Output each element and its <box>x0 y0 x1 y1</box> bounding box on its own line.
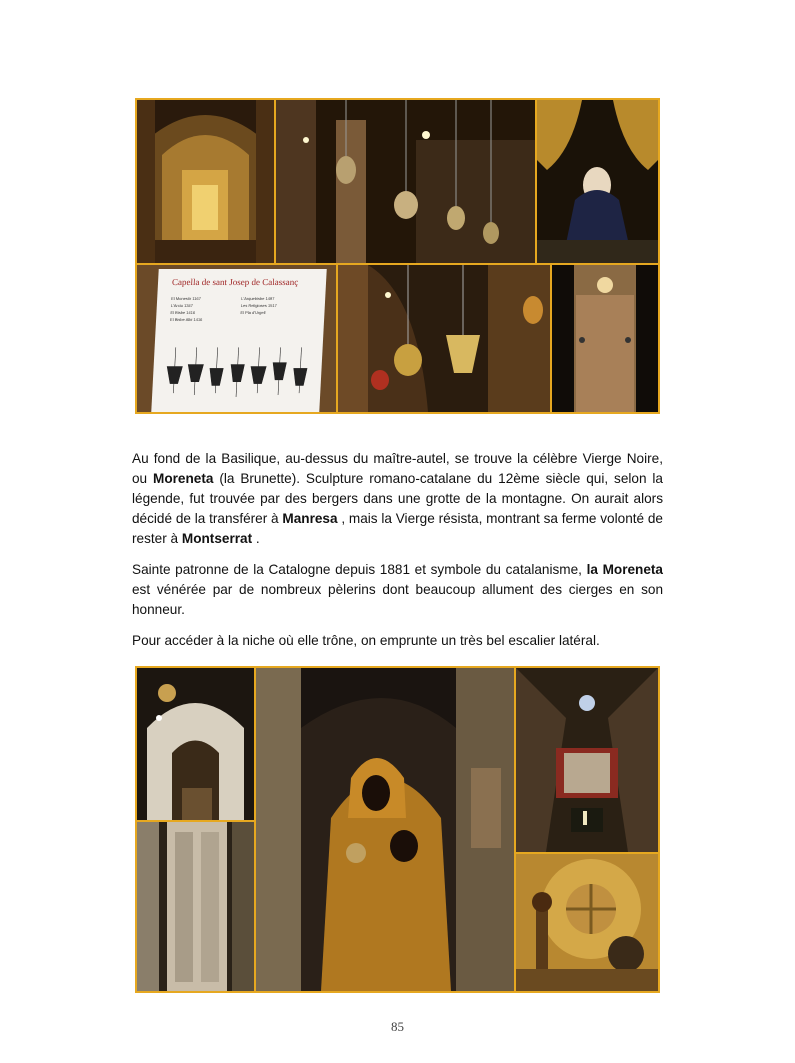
paragraph-text: Au fond de la Basilique, au-dessus du maître-autel, se trouve la célèbre Vierge Noire, ou <box>132 451 663 486</box>
signboard-item: L'Arquebisbe 1497 <box>241 296 275 301</box>
photo-hanging-lamps <box>276 100 535 263</box>
photo-golden-mosaic <box>516 854 658 991</box>
photo-black-madonna <box>256 668 514 991</box>
top-photo-collage <box>135 98 660 414</box>
photo-chapel-signboard <box>137 265 336 412</box>
signboard-item: El Pla d'Urgell <box>240 310 266 315</box>
paragraph-staircase <box>132 631 663 651</box>
photo-angels-statue <box>537 100 658 263</box>
emphasis-montserrat: Montserrat <box>181 531 253 546</box>
emphasis-manresa: Manresa <box>282 511 338 526</box>
signboard-title: Capella de sant Josep de Calassanç <box>171 277 299 287</box>
paragraph-text: Sainte patronne de la Catalogne depuis 1881 et symbole du catalanisme, <box>132 562 587 577</box>
photo-hanging-lamps-2 <box>338 265 550 412</box>
lamp-drawings <box>156 347 319 405</box>
signboard-item: El Bisbe Albi 1416 <box>169 317 203 322</box>
signboard-item: El Bisbe 1416 <box>170 310 196 315</box>
photo-staircase-arch <box>137 668 254 820</box>
signboard-list-right <box>240 295 311 316</box>
paragraph-moreneta-legend <box>132 449 663 549</box>
emphasis-moreneta: Moreneta <box>153 471 214 486</box>
paragraph-text: , mais la Vierge résista, montrant sa ferme volonté de rester à <box>132 511 663 546</box>
paragraph-text: . <box>252 531 260 546</box>
photo-basilica-nave <box>137 100 274 263</box>
paragraph-patron-saint <box>132 560 663 620</box>
signboard-list-left <box>170 295 233 323</box>
photo-carved-pillar <box>137 822 254 991</box>
page-number: 85 <box>391 1019 404 1034</box>
signboard-item: L'Arxiu 1347 <box>170 303 194 308</box>
photo-basilica-interior <box>516 668 658 852</box>
paragraph-text: (la Brunette). Sculpture romano-catalane du 12ème siècle qui, selon la légende, fut trouvée par des bergers dans une grotte de la montagne. On aurait alors décidé de la transférer à <box>132 471 663 526</box>
bottom-photo-collage <box>135 666 660 993</box>
paragraph-text: est vénérée par de nombreux pèlerins dont beaucoup allument des cierges en son honneur. <box>132 582 663 617</box>
emphasis-la-moreneta: la Moreneta <box>586 562 663 577</box>
signboard-item: El Monestir 1167 <box>171 296 202 301</box>
paragraph-text: Pour accéder à la niche où elle trône, on emprunte un très bel escalier latéral. <box>132 633 600 648</box>
signboard-item: Les Religioses 1517 <box>240 303 277 308</box>
photo-stone-doorway <box>552 265 658 412</box>
signboard <box>151 269 326 412</box>
